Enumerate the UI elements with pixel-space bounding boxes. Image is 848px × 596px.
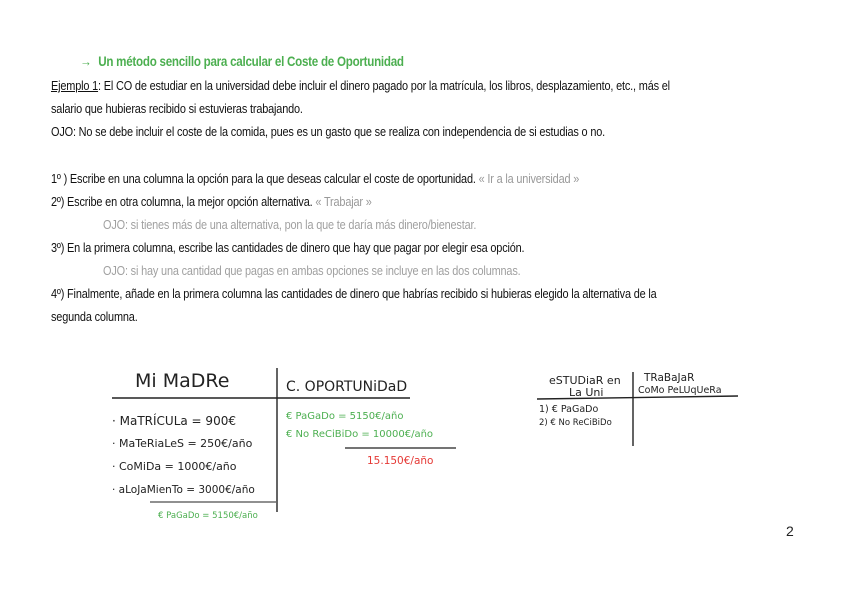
left-item-4: · aLoJaMienTo = 3000€/año <box>112 484 255 496</box>
step-2-note: OJO: si tienes más de una alternativa, pon la que te daría más dinero/bienestar. <box>103 217 477 232</box>
left-item-3: · CoMiDa = 1000€/año <box>112 460 237 473</box>
left-col2-total: 15.150€/año <box>367 455 434 467</box>
example-line-2: salario que hubieras recibido si estuvieras trabajando. <box>51 101 303 116</box>
step-3-note: OJO: si hay una cantidad que pagas en ambas opciones se incluye en las dos columnas. <box>103 263 521 278</box>
right-col1-title-line-1: eSTUDiaR en <box>549 374 621 387</box>
right-row-1: 1) € PaGaDo <box>539 404 599 415</box>
left-col2-line-1: € PaGaDo = 5150€/año <box>286 411 404 422</box>
left-col1-title: Mi MaDRe <box>135 370 230 392</box>
right-table-header-line <box>537 396 738 399</box>
step-1-text: 1º ) Escribe en una columna la opción para la que deseas calcular el coste de oportunidad. <box>51 171 476 186</box>
step-2-text: 2º) Escribe en otra columna, la mejor opción alternativa. <box>51 194 313 209</box>
right-col2-title-line-1: TRaBaJaR <box>644 372 695 384</box>
heading-title: Un método sencillo para calcular el Coste de Oportunidad <box>98 54 404 69</box>
example-line-3: OJO: No se debe incluir el coste de la comida, pues es un gasto que se realiza con independencia de si estudias o no. <box>51 124 606 139</box>
step-4-line-2: segunda columna. <box>51 309 138 324</box>
example-line1-text: : El CO de estudiar en la universidad debe incluir el dinero pagado por la matrícula, los libros, desplazamiento, etc., más el <box>98 78 670 93</box>
left-col2-line-2: € No ReCiBiDo = 10000€/año <box>286 429 434 440</box>
left-item-1: · MaTRÍCULa = 900€ <box>112 414 236 428</box>
step-3: 3º) En la primera columna, escribe las cantidades de dinero que hay que pagar por elegir esa opción. <box>51 240 525 255</box>
example-label: Ejemplo 1 <box>51 78 99 93</box>
arrow-icon: → <box>80 54 92 69</box>
right-col1-title-line-2: La Uni <box>569 386 604 399</box>
right-col2-title-line-2: CoMo PeLUqUeRa <box>638 385 722 396</box>
step-2-example: « Trabajar » <box>315 194 372 209</box>
step-4-line-1: 4º) Finalmente, añade en la primera columna las cantidades de dinero que habrías recibido si hubieras elegido la alternativa de la <box>51 286 657 301</box>
right-row-2: 2) € No ReCiBiDo <box>539 418 612 428</box>
left-col1-total: € PaGaDo = 5150€/año <box>158 511 258 521</box>
step-1-example: « Ir a la universidad » <box>478 171 580 186</box>
page-number: 2 <box>786 523 794 539</box>
left-col2-title: C. OPORTUNiDaD <box>286 379 408 395</box>
left-item-2: · MaTeRiaLeS = 250€/año <box>112 437 253 450</box>
